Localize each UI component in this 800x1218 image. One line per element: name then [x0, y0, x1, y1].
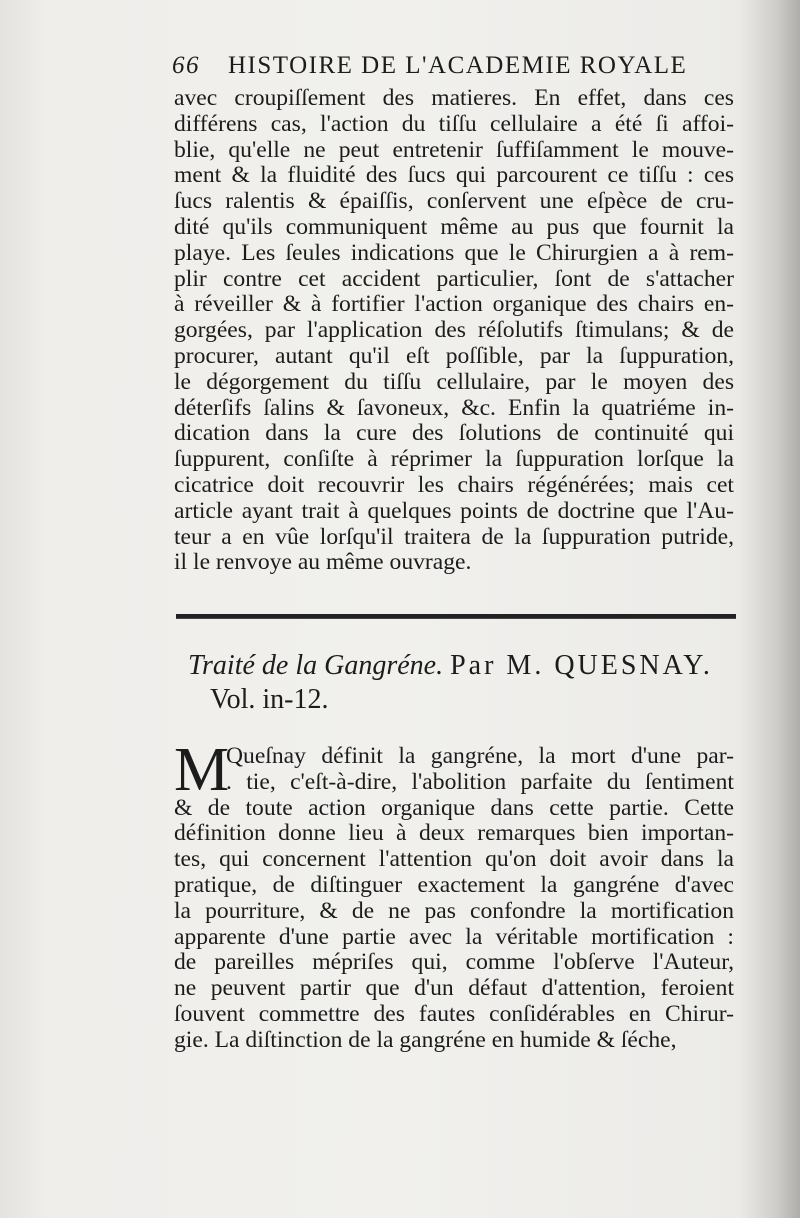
drop-cap: M [174, 736, 230, 804]
page-edge-shadow [740, 0, 800, 1218]
text-line: ſucs ralentis & épaiſſis, conſervent une eſpèce de cru- [174, 188, 734, 215]
text-line: procurer, autant qu'il eſt poſſible, par la ſuppuration, [174, 342, 734, 369]
text-line: dité qu'ils communiquent même au pus que fournit la [174, 213, 734, 240]
text-line: gorgées, par l'application des réſolutifs ſtimulans; & de [174, 317, 734, 344]
text-line: cicatrice doit recouvrir les chairs régénérées; mais cet [174, 471, 734, 498]
text-line: à réveiller & à fortifier l'action organique des chairs en- [174, 291, 734, 318]
section-title-author: Par M. QUESNAY. [450, 650, 713, 681]
text-line: la pourriture, & de ne pas confondre la mortification [174, 897, 734, 924]
text-line: de pareilles mépriſes qui, comme l'obſerve l'Auteur, [174, 949, 734, 976]
running-header [172, 52, 692, 80]
text-line: dication dans la cure des ſolutions de continuité qui [174, 420, 734, 447]
text-line: gie. La diſtinction de la gangréne en humide & ſéche, [174, 1026, 677, 1053]
text-line: teur a en vûe lorſqu'il traitera de la ſuppuration putride, [174, 523, 734, 550]
paragraph-2 [174, 736, 734, 1054]
text-line: ſouvent commettre des fautes conſidérables en Chirur- [174, 1000, 734, 1027]
text-line: tes, qui concernent l'attention qu'on doit avoir dans la [174, 846, 734, 873]
text-line: ſuppurent, conſiſte à réprimer la ſuppuration lorſque la [174, 446, 734, 473]
text-line: . tie, c'eſt-à-dire, l'abolition parfaite du ſentiment [226, 768, 734, 795]
paragraph-1 [174, 86, 734, 576]
text-line: il le renvoye au même ouvrage. [174, 549, 472, 576]
text-line: blie, qu'elle ne peut entretenir ſuffiſamment le mouve- [174, 136, 734, 163]
text-line: définition donne lieu à deux remarques bien importan- [174, 820, 734, 847]
text-line: pratique, de diſtinguer exactement la gangréne d'avec [174, 871, 734, 898]
text-line: ne peuvent partir que d'un défaut d'attention, feroient [174, 975, 734, 1002]
text-line: ment & la fluidité des ſucs qui parcourent ce tiſſu : ces [174, 162, 734, 189]
text-line: Queſnay définit la gangréne, la mort d'une par- [226, 743, 734, 769]
text-line: & de toute action organique dans cette partie. Cette [174, 794, 734, 821]
section-title-work: Traité de la Gangréne. [188, 650, 444, 681]
text-line: playe. Les ſeules indications que le Chirurgien a à rem- [174, 239, 734, 266]
section-divider-rule [176, 614, 736, 619]
text-line: le dégorgement du tiſſu cellulaire, par le moyen des [174, 368, 734, 395]
text-line: avec croupiſſement des matieres. En effet, dans ces [174, 85, 734, 111]
page-number: 66 [172, 52, 200, 79]
text-line: plir contre cet accident particulier, ſont de s'attacher [174, 265, 734, 292]
text-line: apparente d'une partie avec la véritable mortification : [174, 923, 734, 950]
text-line: déterſifs ſalins & ſavoneux, &c. Enfin la quatriéme in- [174, 394, 734, 421]
running-title: HISTOIRE DE L'ACADEMIE ROYALE [228, 52, 688, 79]
text-line: différens cas, l'action du tiſſu cellulaire a été ſi affoi- [174, 110, 734, 137]
section-title [188, 650, 748, 682]
text-line: article ayant trait à quelques points de doctrine que l'Au- [174, 497, 734, 524]
section-title-volume: Vol. in-12. [210, 684, 329, 715]
